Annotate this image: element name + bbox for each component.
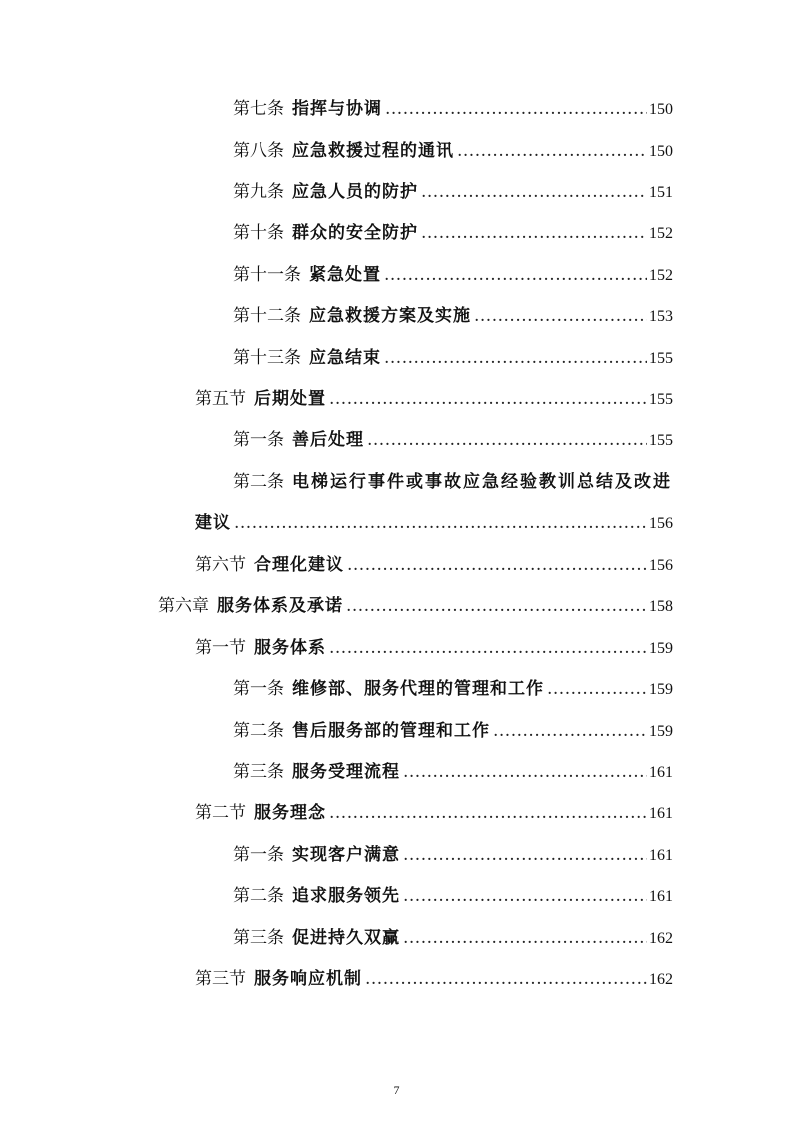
dot-leader bbox=[403, 885, 647, 907]
toc-entry-number: 第六节 bbox=[195, 555, 246, 575]
toc-entry-title: 服务响应机制 bbox=[254, 969, 362, 989]
toc-entry-title: 合理化建议 bbox=[254, 555, 344, 575]
toc-entry-page: 161 bbox=[649, 764, 673, 781]
dot-leader bbox=[384, 347, 647, 369]
toc-entry-title: 服务受理流程 bbox=[292, 762, 400, 782]
toc-entry[interactable] bbox=[233, 429, 673, 452]
toc-entry[interactable] bbox=[233, 720, 673, 743]
toc-entry-number: 第二条 bbox=[233, 886, 284, 906]
toc-entry-number: 第二节 bbox=[195, 803, 246, 823]
toc-entry[interactable] bbox=[233, 885, 673, 908]
toc-entry[interactable] bbox=[233, 181, 673, 204]
toc-entry-page: 156 bbox=[649, 557, 673, 574]
toc-entry[interactable] bbox=[233, 140, 673, 163]
toc-entry-title: 应急救援方案及实施 bbox=[309, 306, 471, 326]
toc-entry[interactable] bbox=[233, 471, 673, 493]
toc-entry-page: 151 bbox=[649, 184, 673, 201]
dot-leader bbox=[421, 181, 647, 203]
toc-entry-number: 第三节 bbox=[195, 969, 246, 989]
dot-leader bbox=[329, 388, 647, 410]
toc-entry[interactable] bbox=[158, 595, 673, 618]
dot-leader bbox=[384, 264, 647, 286]
toc-entry-page: 155 bbox=[649, 432, 673, 449]
toc-entry-page: 155 bbox=[649, 391, 673, 408]
toc-entry-title: 追求服务领先 bbox=[292, 886, 400, 906]
toc-entry[interactable] bbox=[233, 222, 673, 245]
toc-entry-page: 156 bbox=[649, 515, 673, 532]
toc-entry-title: 后期处置 bbox=[254, 389, 326, 409]
toc-entry-page: 155 bbox=[649, 350, 673, 367]
toc-entry[interactable] bbox=[195, 554, 673, 577]
toc-entry-page: 150 bbox=[649, 143, 673, 160]
toc-entry-number: 第一节 bbox=[195, 638, 246, 658]
toc-entry-number: 第一条 bbox=[233, 845, 284, 865]
dot-leader bbox=[365, 968, 647, 990]
toc-entry-title: 实现客户满意 bbox=[292, 845, 400, 865]
dot-leader bbox=[474, 305, 647, 327]
toc-entry-number: 第三条 bbox=[233, 762, 284, 782]
toc-entry-title: 善后处理 bbox=[292, 430, 364, 450]
toc-entry[interactable] bbox=[195, 802, 673, 825]
toc-entry[interactable] bbox=[233, 678, 673, 701]
toc-entry-title: 维修部、服务代理的管理和工作 bbox=[292, 679, 544, 699]
toc-entry[interactable] bbox=[195, 388, 673, 411]
toc-entry-title: 电梯运行事件或事故应急经验教训总结及改进 bbox=[292, 472, 672, 492]
toc-entry-title: 服务理念 bbox=[254, 803, 326, 823]
toc-entry-number: 第三条 bbox=[233, 928, 284, 948]
dot-leader bbox=[367, 429, 647, 451]
dot-leader bbox=[385, 98, 647, 120]
toc-entry-title: 应急人员的防护 bbox=[292, 182, 418, 202]
toc-entry-title: 服务体系 bbox=[254, 638, 326, 658]
toc-entry-page: 162 bbox=[649, 971, 673, 988]
dot-leader bbox=[347, 554, 647, 576]
toc-entry[interactable] bbox=[195, 968, 673, 991]
toc-entry-page: 161 bbox=[649, 847, 673, 864]
toc-entry[interactable] bbox=[233, 761, 673, 784]
toc-entry-continuation[interactable] bbox=[195, 512, 673, 535]
toc-entry-title: 服务体系及承诺 bbox=[217, 596, 343, 616]
toc-entry-title: 促进持久双赢 bbox=[292, 928, 400, 948]
dot-leader bbox=[329, 802, 647, 824]
toc-entry-page: 162 bbox=[649, 930, 673, 947]
toc-entry-number: 第一条 bbox=[233, 679, 284, 699]
toc-entry-number: 第二条 bbox=[233, 721, 284, 741]
toc-entry-page: 152 bbox=[649, 225, 673, 242]
dot-leader bbox=[329, 637, 647, 659]
toc-entry-page: 153 bbox=[649, 308, 673, 325]
toc-entry-page: 152 bbox=[649, 267, 673, 284]
dot-leader bbox=[346, 595, 647, 617]
toc-entry-title: 群众的安全防护 bbox=[292, 223, 418, 243]
dot-leader bbox=[547, 678, 647, 700]
toc-entry[interactable] bbox=[233, 264, 673, 287]
toc-entry-page: 161 bbox=[649, 888, 673, 905]
toc-entry-title: 应急结束 bbox=[309, 348, 381, 368]
dot-leader bbox=[403, 761, 647, 783]
toc-entry-number: 第一条 bbox=[233, 430, 284, 450]
toc-entry[interactable] bbox=[233, 98, 673, 121]
toc-entry[interactable] bbox=[233, 347, 673, 370]
page-number: 7 bbox=[393, 1083, 400, 1097]
toc-entry-number: 第九条 bbox=[233, 182, 284, 202]
toc-entry-number: 第十条 bbox=[233, 223, 284, 243]
toc-entry-title: 建议 bbox=[195, 513, 231, 533]
dot-leader bbox=[234, 512, 647, 534]
dot-leader bbox=[403, 927, 647, 949]
toc-entry-page: 159 bbox=[649, 681, 673, 698]
toc-entry-number: 第六章 bbox=[158, 596, 209, 616]
toc-entry-number: 第七条 bbox=[233, 99, 284, 119]
toc-entry[interactable] bbox=[233, 927, 673, 950]
toc-entry-number: 第二条 bbox=[233, 472, 284, 492]
toc-entry[interactable] bbox=[233, 305, 673, 328]
dot-leader bbox=[457, 140, 647, 162]
dot-leader bbox=[421, 222, 647, 244]
toc-entry[interactable] bbox=[233, 844, 673, 867]
dot-leader bbox=[493, 720, 647, 742]
toc-entry[interactable] bbox=[195, 637, 673, 660]
dot-leader bbox=[403, 844, 647, 866]
toc-entry-page: 158 bbox=[649, 598, 673, 615]
toc-entry-title: 指挥与协调 bbox=[292, 99, 382, 119]
toc-entry-title: 应急救援过程的通讯 bbox=[292, 141, 454, 161]
toc-entry-page: 159 bbox=[649, 723, 673, 740]
toc-entry-number: 第十三条 bbox=[233, 348, 301, 368]
toc-entry-number: 第十一条 bbox=[233, 265, 301, 285]
toc-entry-number: 第五节 bbox=[195, 389, 246, 409]
toc-entry-number: 第八条 bbox=[233, 141, 284, 161]
toc-entry-number: 第十二条 bbox=[233, 306, 301, 326]
toc-entry-title: 紧急处置 bbox=[309, 265, 381, 285]
toc-entry-page: 150 bbox=[649, 101, 673, 118]
toc-entry-page: 161 bbox=[649, 805, 673, 822]
toc-entry-title: 售后服务部的管理和工作 bbox=[292, 721, 490, 741]
toc-entry-page: 159 bbox=[649, 640, 673, 657]
